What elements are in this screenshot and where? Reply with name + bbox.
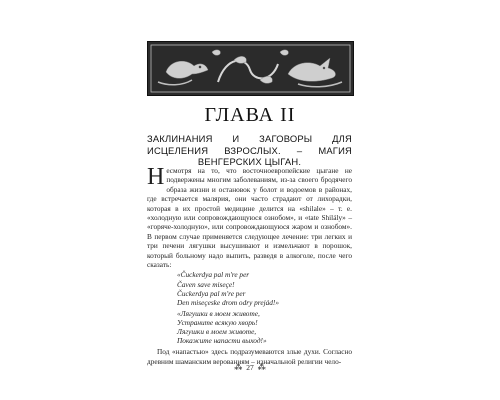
verse-line: Čaven save miseçe! (177, 279, 235, 289)
body-text (147, 166, 352, 366)
paragraph-1-text: есмотря на то, что восточноевропейские цыгане не подвержены многим заболеваниям, из-за своего бродячего образа жизни и остановок у болот и водоемов в районах, где встречается малярия, они часто страдают от лихорадки, которая в их простой медицине делится на «shilale» – т. е. «холодную или сопровождающуюся ознобом», и «tate Shilály» – «горяче-холодную», или сопровождающуюся жаром и ознобом». В первом случае применяется следующее лечение: три легких и три печени лягушки высушивают и измельчают в порошок, который больному надо выпить, разведя в алкоголе, после чего сказать: (147, 166, 352, 270)
verse-russian (177, 309, 352, 345)
chapter-title: ГЛАВА II (204, 104, 296, 126)
footer-ornament-left-icon: ⁂ (234, 363, 243, 372)
paragraph-1 (147, 166, 352, 269)
ornament-image (148, 42, 353, 95)
verse-romani (177, 270, 352, 306)
paragraph-2: Под «напастью» здесь подразумеваются злые духи. Согласно древним шаманским верованиям – изначальной религии чело- (147, 347, 352, 366)
verse-line: Устраните всякую хворь! (177, 317, 258, 327)
footer-ornament-right-icon: ⁂ (257, 363, 266, 372)
ornamental-banner (147, 41, 354, 96)
verse-line: Покажите напасти выход!» (177, 336, 267, 346)
verse-line: Den miseçeske drom odry prejád!» (177, 297, 279, 307)
verse-line: Čuckerdya pal m're per (177, 288, 246, 298)
drop-cap: Н (147, 164, 165, 190)
verse-line: Лягушки в моем животе, (177, 327, 257, 337)
verse-line: «Лягушки в моем животе, (177, 308, 260, 318)
verse-line: «Čuckerdya pal m're per (177, 270, 250, 280)
chapter-subtitle: ЗАКЛИНАНИЯ И ЗАГОВОРЫ ДЛЯ ИСЦЕЛЕНИЯ ВЗРОСЛЫХ. – МАГИЯ ВЕНГЕРСКИХ ЦЫГАН. (147, 133, 352, 167)
page-footer (0, 363, 500, 372)
page-number: 27 (246, 363, 254, 372)
